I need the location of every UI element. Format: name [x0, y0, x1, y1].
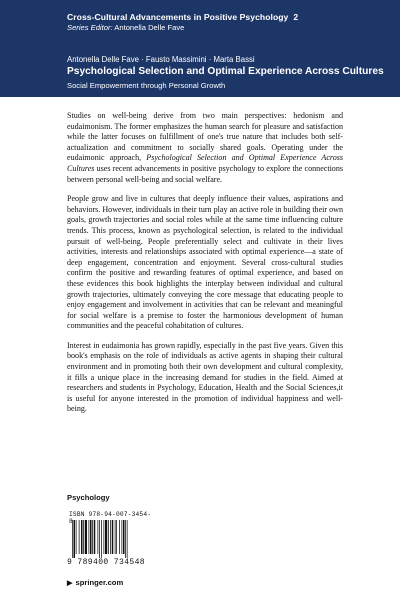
blurb-paragraph-1: [67, 111, 343, 185]
blurb-paragraph-2: People grow and live in cultures that deeply influence their values, aspirations and behaviors. However, individuals in their turn play an active role in building their own goals, growth trajectories and social roles while at the same time influencing culture trends. This process, known as psychological selection, is related to the individual pursuit of well-being. People preferentially select and cultivate in their lives activities, interests and relationships associated with optimal experience—a state of deep engagement, concentration and enjoyment. Several cross-cultural studies confirm the positive and rewarding features of optimal experience, and based on these evidences this book highlights the interplay between individual and cultural growth trajectories, ultimately conveying the core message that educating people to enjoy engagement and involvement in activities that can be relevant and meaningful for social welfare is a premise to foster the harmonious development of human communities and the peaceful cohabitation of cultures.: [67, 194, 343, 331]
isbn-text: ISBN 978-94-007-3454-8: [69, 511, 152, 525]
arrow-right-icon: ▶: [67, 580, 73, 587]
barcode: [67, 511, 155, 571]
series-title-text: Cross-Cultural Advancements in Positive Psychology: [67, 12, 289, 22]
barcode-bars: [71, 520, 151, 558]
barcode-digits: 9 789400 734548: [67, 558, 146, 567]
publisher-website[interactable]: [67, 578, 123, 587]
author-list: Antonella Delle Fave · Fausto Massimini · Marta Bassi: [67, 55, 255, 64]
book-subtitle: Social Empowerment through Personal Growth: [67, 81, 226, 90]
barcode-graphic: [71, 520, 151, 558]
blurb-p1-start: Studies on well-being derive from two main perspectives: hedonism and eudaimonism. The former emphasizes the human search for pleasure and satisfaction while the latter focuses on fulfillment of one's true nature that includes both self-actualization and commitment to socially shared goals. Operating under the eudaimonic approach,: [67, 111, 343, 163]
blurb-p1-end: uses recent advancements in positive psychology to explore the connections between personal well-being and social welfare.: [67, 163, 343, 184]
series-title: [67, 12, 298, 22]
series-editor-label: Series Editor:: [67, 23, 113, 32]
header-band: [0, 0, 400, 97]
book-title: Psychological Selection and Optimal Experience Across Cultures: [67, 66, 384, 77]
blurb-text: [67, 111, 343, 424]
subject-label: Psychology: [67, 493, 110, 502]
series-editor: [67, 23, 184, 32]
series-number: 2: [293, 12, 299, 22]
website-text: springer.com: [75, 578, 124, 587]
series-editor-name: Antonella Delle Fave: [114, 23, 185, 32]
blurb-paragraph-3: Interest in eudaimonia has grown rapidly, especially in the past five years. Given this book's emphasis on the role of individuals as active agents in shaping their cultural environment and in promoting both their own development and cultural complexity, it fills a unique place in the increasing demand for studies in the field. Aimed at researchers and students in Psychology, Education, Health and the Social Sciences,it is useful for anyone interested in the promotion of individual happiness and well-being.: [67, 340, 343, 414]
blurb-p1-book-title: Psychological Selection and Optimal Experience Across Cultures: [67, 153, 344, 173]
